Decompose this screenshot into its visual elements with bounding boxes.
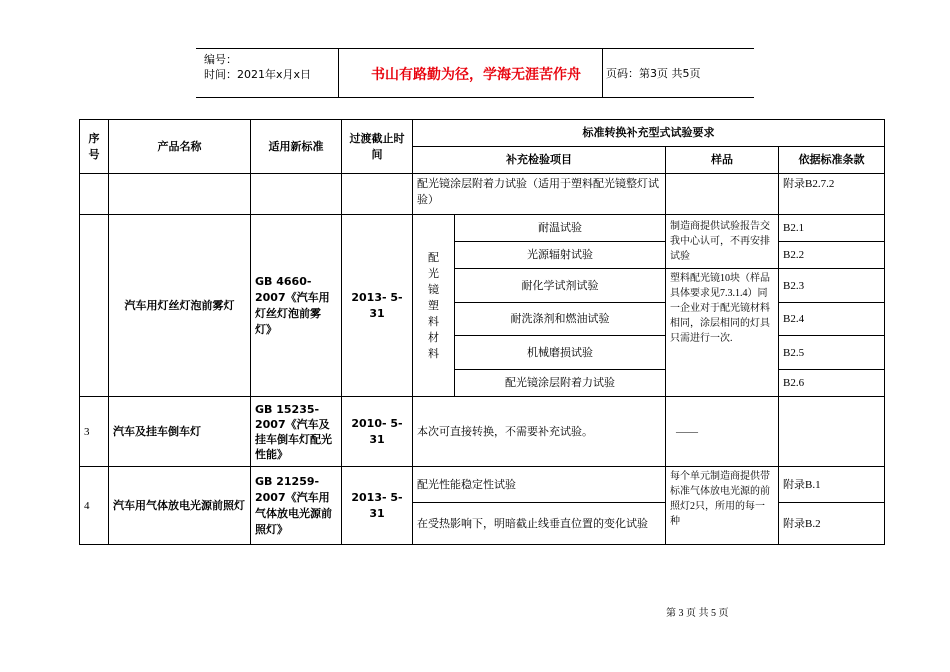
clause-cell: 附录B.2 (779, 503, 885, 545)
test-item: 耐温试验 (455, 215, 666, 242)
sample-cell (666, 174, 779, 215)
deadline-cell (342, 174, 413, 215)
table-row (80, 397, 885, 467)
header-clauses: 依据标准条款 (779, 147, 885, 174)
standard-cell: GB 21259-2007《汽车用气体放电光源前照灯》 (251, 467, 342, 545)
header-divider (602, 49, 603, 97)
seq-cell (80, 215, 109, 397)
clause-cell (779, 397, 885, 467)
seq-cell (80, 174, 109, 215)
standard-cell: GB 15235-2007《汽车及挂车倒车灯配光性能》 (251, 397, 342, 467)
sample-note: 塑料配光镜10块（样品具体要求见7.3.1.4）同一企业对于配光镜材料相同，涂层相同的灯具只需进行一次. (666, 269, 779, 397)
test-item: 光源辐射试验 (455, 242, 666, 269)
header-requirements: 标准转换补充型式试验要求 (413, 120, 885, 147)
standard-cell: GB 4660-2007《汽车用灯丝灯泡前雾灯》 (251, 215, 342, 397)
product-cell (109, 174, 251, 215)
sample-note: 制造商提供试验报告交我中心认可，不再安排试验 (666, 215, 779, 269)
sample-cell: 每个单元制造商提供带标准气体放电光源的前照灯2只，所用的每一种 (666, 467, 779, 545)
header-deadline: 过渡截止时间 (342, 120, 413, 174)
header-samples: 样品 (666, 147, 779, 174)
clause-cell: B2.2 (779, 242, 885, 269)
document-header (196, 48, 754, 98)
header-standard: 适用新标准 (251, 120, 342, 174)
item-cell: 配光镜涂层附着力试验（适用于塑料配光镜整灯试验） (413, 174, 666, 215)
number-label: 编号： (204, 53, 237, 66)
clause-cell: B2.6 (779, 370, 885, 397)
test-item: 耐洗涤剂和燃油试验 (455, 303, 666, 336)
clause-cell: B2.1 (779, 215, 885, 242)
standard-cell (251, 174, 342, 215)
clause-cell: B2.5 (779, 336, 885, 370)
test-item: 耐化学试剂试验 (455, 269, 666, 303)
header-items: 补充检验项目 (413, 147, 666, 174)
material-label: 配光镜塑料材料 (428, 251, 439, 360)
material-cell (413, 215, 455, 397)
header-seq: 序号 (80, 120, 109, 174)
deadline-cell: 2013- 5-31 (342, 215, 413, 397)
header-row (80, 120, 885, 147)
clause-cell: 附录B.1 (779, 467, 885, 503)
deadline-cell: 2010- 5-31 (342, 397, 413, 467)
sample-cell: —— (666, 397, 779, 467)
item-cell: 本次可直接转换，不需要补充试验。 (413, 397, 666, 467)
product-cell: 汽车用灯丝灯泡前雾灯 (109, 215, 251, 397)
seq-cell: 4 (80, 467, 109, 545)
page-footer: 第 3 页 共 5 页 (666, 608, 729, 619)
test-item: 机械磨损试验 (455, 336, 666, 370)
header-divider (338, 49, 339, 97)
product-cell: 汽车用气体放电光源前照灯 (109, 467, 251, 545)
deadline-cell: 2013- 5-31 (342, 467, 413, 545)
table-row (80, 215, 885, 242)
clause-cell: 附录B2.7.2 (779, 174, 885, 215)
item-cell: 在受热影响下，明暗截止线垂直位置的变化试验 (413, 503, 666, 545)
test-item: 配光镜涂层附着力试验 (455, 370, 666, 397)
seq-cell: 3 (80, 397, 109, 467)
table-row (80, 467, 885, 503)
clause-cell: B2.4 (779, 303, 885, 336)
table-row (80, 174, 885, 215)
product-cell: 汽车及挂车倒车灯 (109, 397, 251, 467)
header-meta (204, 52, 311, 82)
clause-cell: B2.3 (779, 269, 885, 303)
header-page-label: 页码：第3页 共5页 (606, 67, 701, 80)
header-product: 产品名称 (109, 120, 251, 174)
item-cell: 配光性能稳定性试验 (413, 467, 666, 503)
time-label: 时间：2021年x月x日 (204, 68, 312, 81)
header-motto: 书山有路勤为径，学海无涯苦作舟 (371, 67, 581, 83)
requirements-table (79, 119, 885, 545)
